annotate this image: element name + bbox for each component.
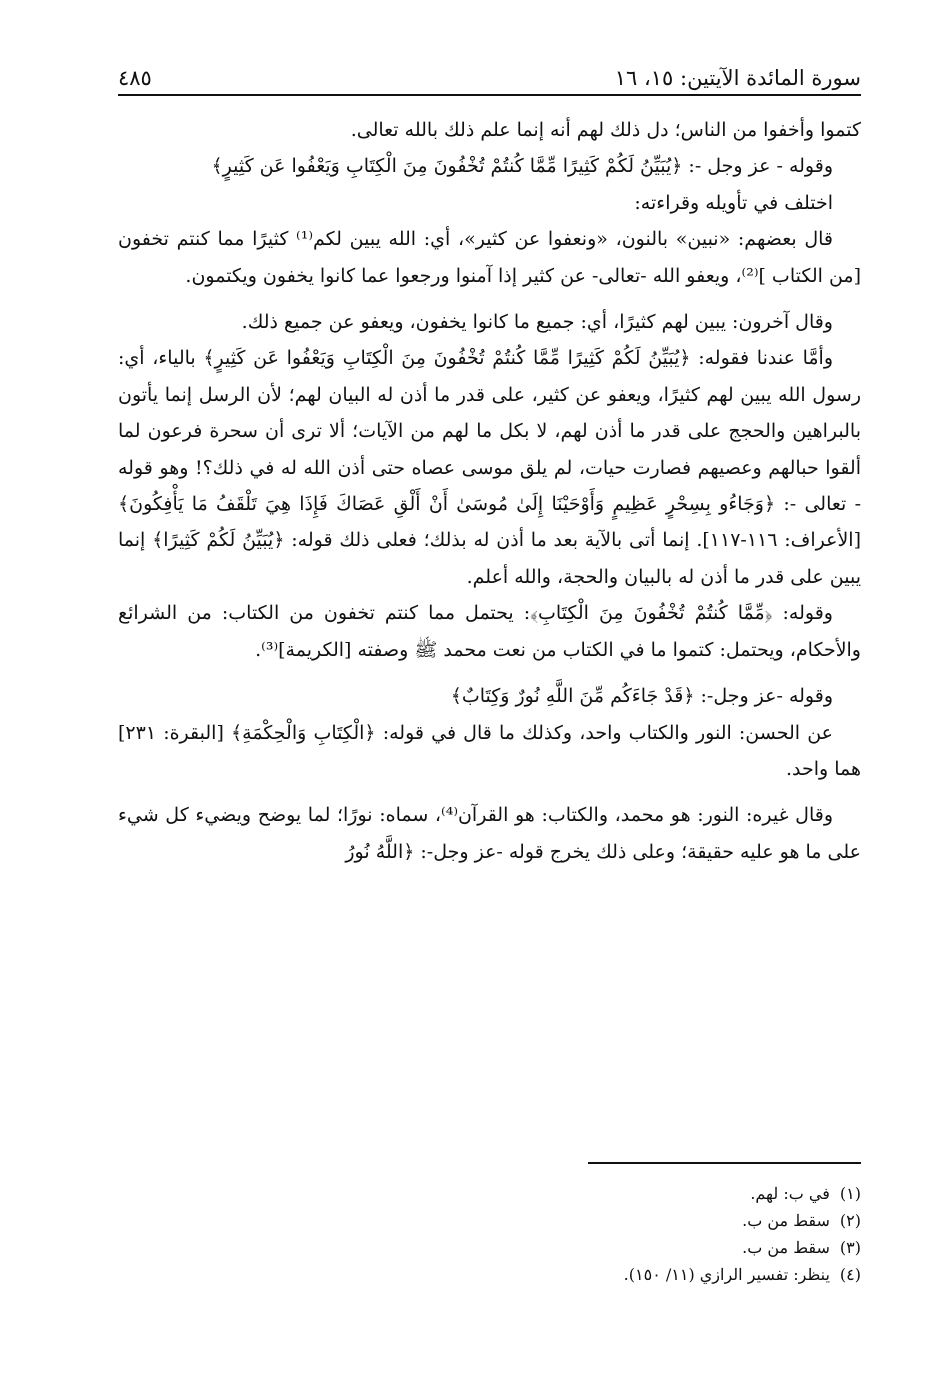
footnote-number: (٢)	[839, 1211, 861, 1230]
main-text	[118, 112, 861, 870]
footnote	[118, 1234, 861, 1261]
footnotes	[118, 1180, 861, 1288]
paragraph: وقال آخرون: يبين لهم كثيرًا، أي: جميع ما كانوا يخفون، ويعفو عن جميع ذلك.	[241, 311, 833, 334]
paragraph: قال بعضهم: «نبين» بالنون، «ونعفوا عن كثير»، أي: الله يبين لكم⁽¹⁾ كثيرًا مما كنتم تخفون [من الكتاب ]⁽²⁾، ويعفو الله -تعالى- عن كثير إذا آمنوا ورجعوا عما كانوا يخفون ويكتمون.	[118, 228, 861, 287]
paragraph: وقوله -عز وجل-: ﴿قَدْ جَاءَكُم مِّنَ اللَّهِ نُورٌ وَكِتَابٌ﴾	[450, 685, 833, 708]
paragraph: اختلف في تأويله وقراءته:	[634, 191, 833, 214]
paragraph: عن الحسن: النور والكتاب واحد، وكذلك ما قال في قوله: ﴿الْكِتَابِ وَالْحِكْمَةِ﴾ [البقرة: ٢٣١] هما واحد.	[118, 721, 861, 780]
footnote	[118, 1180, 861, 1207]
page-number: ٤٨٥	[118, 66, 152, 90]
footnote	[118, 1261, 861, 1288]
footnote-number: (٣)	[839, 1238, 861, 1257]
footnote-rule	[588, 1162, 861, 1164]
footnote-number: (١)	[839, 1184, 861, 1203]
footnote-number: (٤)	[839, 1265, 861, 1284]
paragraph: وأمَّا عندنا فقوله: ﴿يُبَيِّنُ لَكُمْ كَثِيرًا مِّمَّا كُنتُمْ تُخْفُونَ مِنَ الْكِتَابِ وَيَعْفُوا عَن كَثِيرٍ﴾ بالياء، أي: رسول الله يبين لهم كثيرًا، ويعفو عن كثير، على قدر ما أذن له البيان لهم؛ لأن الرسل إنما يأتون بالبراهين والحجج على قدر ما أذن لهم، لا بكل ما لهم من الآيات؛ ألا ترى أن سحرة فرعون لما ألقوا حبالهم وعصيهم فصارت حيات، لم يلق موسى عصاه حتى أذن الله له في ذلك؟! وهو قوله - تعالى -: ﴿وَجَاءُو بِسِحْرٍ عَظِيمٍ وَأَوْحَيْنَا إِلَىٰ مُوسَىٰ أَنْ أَلْقِ عَصَاكَ فَإِذَا هِيَ تَلْقَفُ مَا يَأْفِكُونَ﴾ [الأعراف: ١١٦-١١٧]. إنما أتى بالآية بعد ما أذن له بذلك؛ فعلى ذلك قوله: ﴿يُبَيِّنُ لَكُمْ كَثِيرًا﴾ إنما يبين على قدر ما أذن له بالبيان والحجة، والله أعلم.	[118, 347, 861, 588]
paragraph: وقوله: ﴿مِّمَّا كُنتُمْ تُخْفُونَ مِنَ الْكِتَابِ﴾: يحتمل مما كنتم تخفون من الكتاب: من الشرائع والأحكام، ويحتمل: كتموا ما في الكتاب من نعت محمد ﷺ وصفته [الكريمة]⁽³⁾.	[118, 602, 861, 661]
footnote-text: سقط من ب.	[742, 1238, 830, 1257]
paragraph: وقوله - عز وجل -: ﴿يُبَيِّنُ لَكُمْ كَثِيرًا مِّمَّا كُنتُمْ تُخْفُونَ مِنَ الْكِتَابِ وَيَعْفُوا عَن كَثِيرٍ﴾	[211, 155, 833, 178]
footnote	[118, 1207, 861, 1234]
footnote-text: ينظر: تفسير الرازي (١١/ ١٥٠).	[623, 1265, 830, 1284]
header-title: سورة المائدة الآيتين: ١٥، ١٦	[614, 66, 861, 90]
paragraph: وقال غيره: النور: هو محمد، والكتاب: هو القرآن⁽⁴⁾، سماه: نورًا؛ لما يوضح ويضيء كل شيء على ما هو عليه حقيقة؛ وعلى ذلك يخرج قوله -عز وجل-: ﴿اللَّهُ نُورُ	[118, 804, 861, 863]
footnote-text: سقط من ب.	[742, 1211, 830, 1230]
paragraph: كتموا وأخفوا من الناس؛ دل ذلك لهم أنه إنما علم ذلك بالله تعالى.	[350, 119, 861, 141]
header-rule	[118, 94, 861, 96]
running-header	[118, 56, 861, 90]
footnote-text: في ب: لهم.	[750, 1184, 830, 1203]
